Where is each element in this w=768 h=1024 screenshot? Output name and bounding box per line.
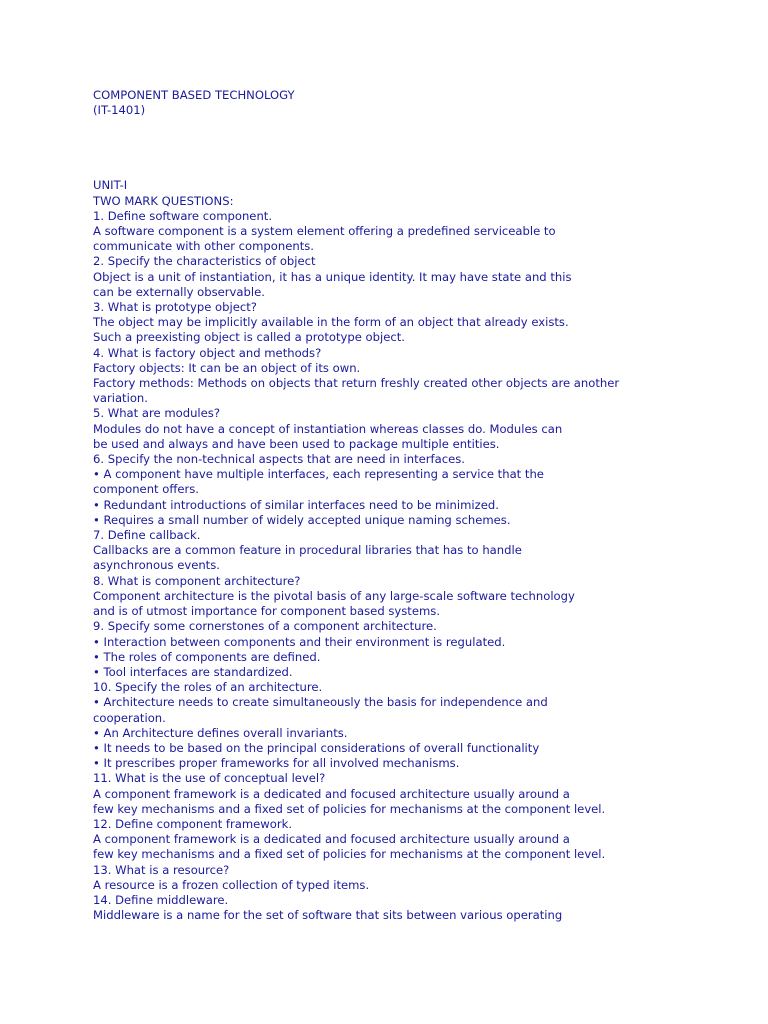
text-line: Object is a unit of instantiation, it has a unique identity. It may have state and this xyxy=(93,269,572,284)
text-line: A resource is a frozen collection of typed items. xyxy=(93,877,370,892)
text-line: 14. Define middleware. xyxy=(93,892,229,907)
text-line: • It prescribes proper frameworks for all involved mechanisms. xyxy=(93,756,460,771)
text-line: asynchronous events. xyxy=(93,558,220,573)
text-line: • Interaction between components and their environment is regulated. xyxy=(93,634,506,649)
text-line: • Redundant introductions of similar interfaces need to be minimized. xyxy=(93,497,499,512)
text-line: 10. Specify the roles of an architecture. xyxy=(93,680,323,695)
document-title: COMPONENT BASED TECHNOLOGY xyxy=(93,88,295,102)
text-line: be used and always and have been used to package multiple entities. xyxy=(93,436,500,451)
text-line: A component framework is a dedicated and focused architecture usually around a xyxy=(93,786,570,801)
text-line: 1. Define software component. xyxy=(93,208,273,223)
text-line: 3. What is prototype object? xyxy=(93,300,257,315)
text-line: • An Architecture defines overall invariants. xyxy=(93,725,348,740)
text-line: variation. xyxy=(93,391,148,406)
text-line: • Requires a small number of widely accepted unique naming schemes. xyxy=(93,512,511,527)
text-line: Callbacks are a common feature in procedural libraries that has to handle xyxy=(93,543,522,558)
text-line: component offers. xyxy=(93,482,199,497)
text-line: Middleware is a name for the set of software that sits between various operating xyxy=(93,908,563,923)
text-line: few key mechanisms and a fixed set of policies for mechanisms at the component level. xyxy=(93,847,606,862)
text-line: • Tool interfaces are standardized. xyxy=(93,664,293,679)
text-line: 5. What are modules? xyxy=(93,406,220,421)
document-header xyxy=(93,88,753,118)
text-line: Component architecture is the pivotal basis of any large-scale software technology xyxy=(93,588,575,603)
text-line: A component framework is a dedicated and focused architecture usually around a xyxy=(93,832,570,847)
document-text xyxy=(93,178,753,923)
text-line: TWO MARK QUESTIONS: xyxy=(93,193,234,208)
course-code: (IT-1401) xyxy=(93,103,146,118)
text-line: and is of utmost importance for component based systems. xyxy=(93,604,441,619)
document-body xyxy=(93,88,753,923)
text-line: • Architecture needs to create simultaneously the basis for independence and xyxy=(93,695,548,710)
text-line: 2. Specify the characteristics of object xyxy=(93,254,316,269)
text-line: UNIT-I xyxy=(93,178,128,193)
text-line: 12. Define component framework. xyxy=(93,816,293,831)
text-line: • It needs to be based on the principal considerations of overall functionality xyxy=(93,740,540,755)
text-line: 11. What is the use of conceptual level? xyxy=(93,771,326,786)
text-line: Modules do not have a concept of instantiation whereas classes do. Modules can xyxy=(93,421,563,436)
text-line: Factory objects: It can be an object of its own. xyxy=(93,360,361,375)
text-line: cooperation. xyxy=(93,710,166,725)
text-line: can be externally observable. xyxy=(93,284,265,299)
text-line: Factory methods: Methods on objects that return freshly created other objects are another xyxy=(93,376,620,391)
text-line: 4. What is factory object and methods? xyxy=(93,345,322,360)
text-line: few key mechanisms and a fixed set of policies for mechanisms at the component level. xyxy=(93,801,606,816)
text-line: communicate with other components. xyxy=(93,239,314,254)
text-line: A software component is a system element offering a predefined serviceable to xyxy=(93,224,556,239)
text-line: Such a preexisting object is called a prototype object. xyxy=(93,330,405,345)
text-line: 13. What is a resource? xyxy=(93,862,230,877)
text-line: • The roles of components are defined. xyxy=(93,649,321,664)
text-line: 6. Specify the non-technical aspects that are need in interfaces. xyxy=(93,452,465,467)
text-line: 8. What is component architecture? xyxy=(93,573,301,588)
text-line: 7. Define callback. xyxy=(93,528,201,543)
text-line: 9. Specify some cornerstones of a component architecture. xyxy=(93,619,437,634)
text-line: The object may be implicitly available in the form of an object that already exists. xyxy=(93,315,569,330)
text-line: • A component have multiple interfaces, each representing a service that the xyxy=(93,467,544,482)
